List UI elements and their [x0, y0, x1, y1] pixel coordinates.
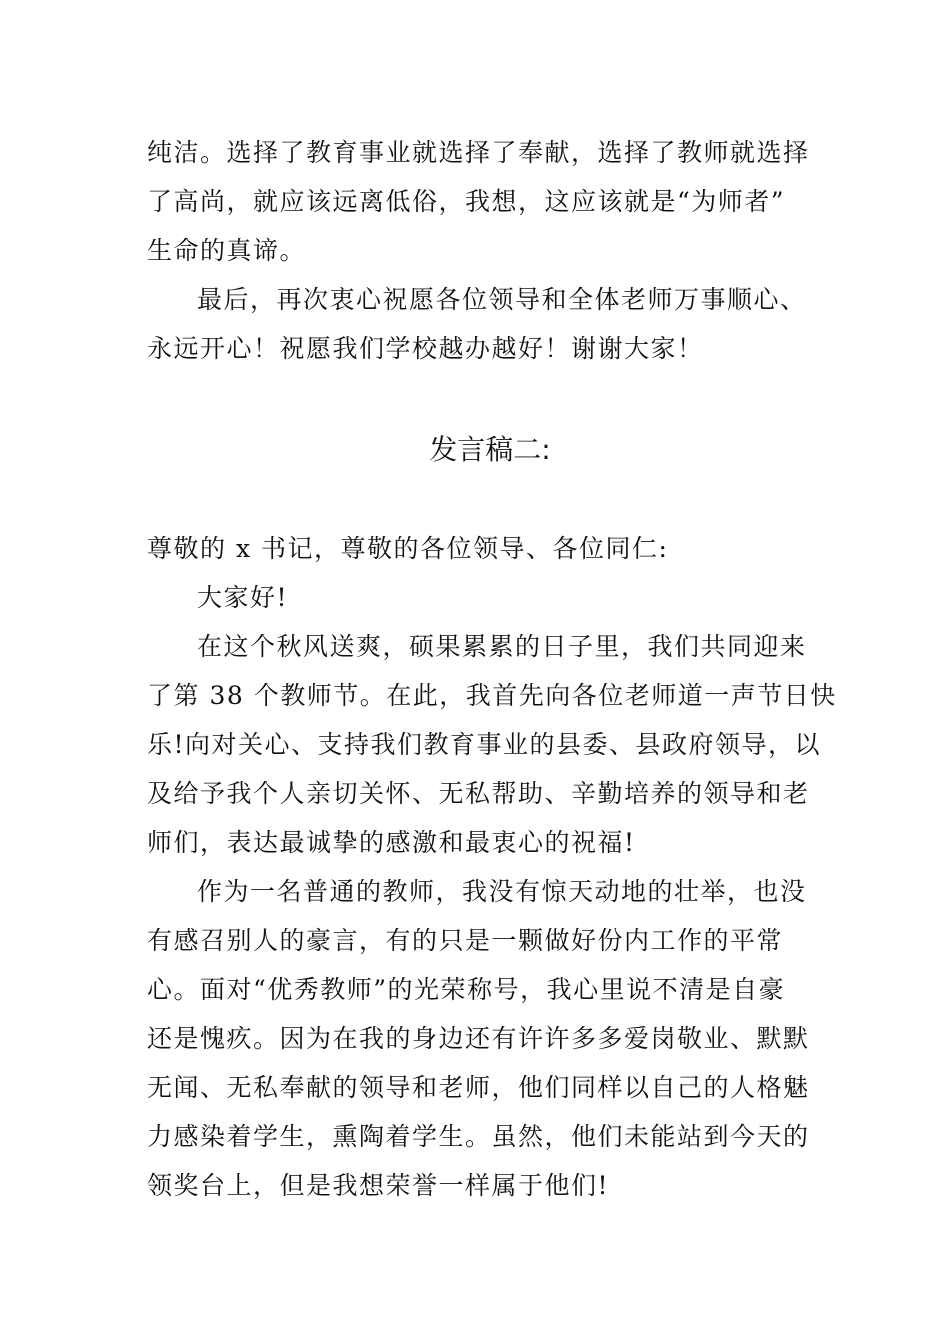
- greeting: 大家好!: [197, 583, 289, 612]
- paragraph-line: 了高尚，就应该远离低俗，我想，这应该就是“为师者”: [147, 187, 786, 216]
- section-one-text: [147, 128, 810, 373]
- paragraph-line: 还是愧疚。因为在我的身边还有许许多多爱岗敬业、默默: [147, 1024, 810, 1053]
- paragraph-line: 师们，表达最诚挚的感激和最衷心的祝福!: [147, 828, 636, 857]
- paragraph-line: 有感召别人的豪言，有的只是一颗做好份内工作的平常: [147, 926, 784, 955]
- paragraph-line: 乐!向对关心、支持我们教育事业的县委、县政府领导，以: [147, 730, 822, 759]
- paragraph-line: 在这个秋风送爽，硕果累累的日子里，我们共同迎来: [197, 632, 807, 661]
- paragraph-line: 最后，再次衷心祝愿各位领导和全体老师万事顺心、: [197, 285, 807, 314]
- section-heading: 发言稿二:: [429, 433, 551, 466]
- section-two-text: [147, 524, 837, 1210]
- paragraph-line: 心。面对“优秀教师”的光荣称号，我心里说不清是自豪: [147, 975, 786, 1004]
- paragraph-line: 生命的真谛。: [147, 236, 307, 265]
- paragraph-line: 了第 38 个教师节。在此，我首先向各位老师道一声节日快: [147, 681, 837, 710]
- paragraph-line: 纯洁。选择了教育事业就选择了奉献，选择了教师就选择: [147, 138, 810, 167]
- paragraph-line: 无闻、无私奉献的领导和老师，他们同样以自己的人格魅: [147, 1073, 810, 1102]
- paragraph-line: 力感染着学生，熏陶着学生。虽然，他们未能站到今天的: [147, 1122, 810, 1151]
- salutation: 尊敬的 x 书记，尊敬的各位领导、各位同仁:: [147, 534, 669, 563]
- paragraph-line: 领奖台上，但是我想荣誉一样属于他们!: [147, 1171, 610, 1200]
- paragraph-line: 作为一名普通的教师，我没有惊天动地的壮举，也没: [197, 877, 807, 906]
- paragraph-line: 及给予我个人亲切关怀、无私帮助、辛勤培养的领导和老: [147, 779, 810, 808]
- paragraph-line: 永远开心！祝愿我们学校越办越好！谢谢大家！: [147, 334, 704, 363]
